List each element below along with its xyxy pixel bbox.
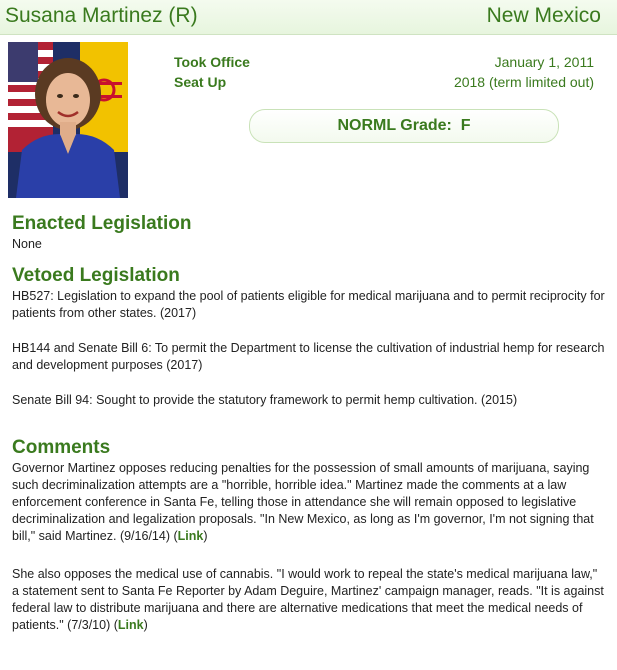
state-name: New Mexico — [486, 4, 601, 27]
took-office-label: Took Office — [174, 54, 250, 70]
governor-name: Susana Martinez (R) — [5, 4, 198, 27]
comment-close-paren: ) — [203, 529, 208, 543]
vetoed-item: HB144 and Senate Bill 6: To permit the Department to license the cultivation of industrial hemp for research and development purposes (2017) — [12, 341, 605, 372]
enacted-legislation-text: None — [12, 237, 42, 251]
comments-heading: Comments — [12, 437, 111, 458]
comment-source-link[interactable]: Link — [117, 618, 144, 632]
comment-close-paren: ) — [143, 618, 148, 632]
comment-text: She also opposes the medical use of cannabis. "I would work to repeal the state's medical marijuana law," a statement sent to Santa Fe Reporter by Adam Deguire, Martinez' campaign manager, reads. "It is against federal law to distribute marijuana and there are alternative medications that meet the medical needs of patients." (7/3/10) ( — [12, 567, 604, 632]
vetoed-legislation-heading: Vetoed Legislation — [12, 265, 180, 286]
vetoed-item: Senate Bill 94: Sought to provide the statutory framework to permit hemp cultivation. (2015) — [12, 393, 518, 407]
portrait-image — [8, 42, 128, 198]
grade-value: F — [460, 117, 471, 134]
vetoed-item: HB527: Legislation to expand the pool of patients eligible for medical marijuana and to permit reciprocity for patients from other states. (2017) — [12, 289, 605, 320]
comment-text: Governor Martinez opposes reducing penalties for the possession of small amounts of marijuana, saying such decriminalization attempts are a "horrible, horrible idea." Martinez made the comments at a law enforcement conference in Santa Fe, telling those in attendance she will remain opposed to legislative decriminalization and legalization proposals. "In New Mexico, as long as I'm governor, I'm not signing that bill," said Martinez. (9/16/14) ( — [12, 461, 594, 543]
seat-up-value: 2018 (term limited out) — [453, 74, 594, 90]
grade-label: NORML Grade: — [337, 117, 452, 134]
norml-grade-badge — [249, 109, 559, 143]
header-bar — [0, 0, 617, 35]
comment-source-link[interactable]: Link — [177, 529, 204, 543]
comment-paragraph — [12, 566, 607, 634]
took-office-value: January 1, 2011 — [494, 54, 594, 70]
enacted-legislation-heading: Enacted Legislation — [12, 213, 192, 234]
governor-portrait — [8, 42, 128, 198]
comment-paragraph — [12, 460, 607, 545]
seat-up-label: Seat Up — [174, 74, 227, 90]
